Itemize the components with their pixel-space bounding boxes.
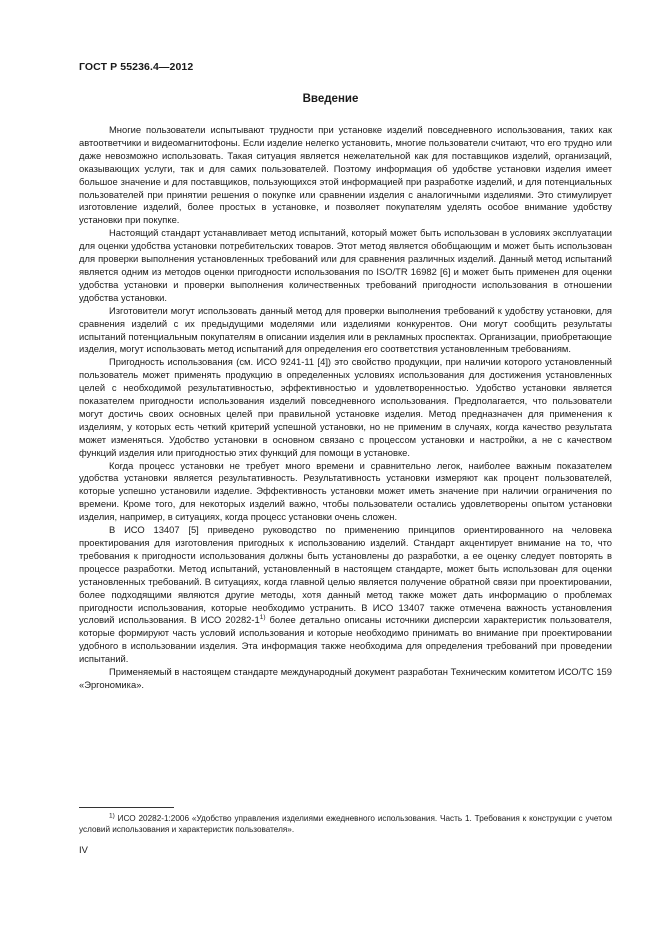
paragraph-6-text: В ИСО 13407 [5] приведено руководство по применению принципов ориентированного на человека проектирования для изготовления пригодных к использованию изделий. Стандарт акцентирует внимание на то, что требования к пригодности использования должны быть установлены до разработки, а ее оценку следует повторять в процессе разработки. Метод испытаний, установленный в настоящем стандарте, может быть использован для оценки установленных требований. В ситуациях, когда главной целью является получение обратной связи при проектировании, более подходящими являются другие методы, хотя данный метод также может дать информацию о проблемах пригодности использования, которые необходимо устранить. В ИСО 13407 также отмечена важность установления условий использования. В ИСО 20282-1 — [79, 524, 612, 626]
paragraph-7: Применяемый в настоящем стандарте международный документ разработан Техническим комитетом ИСО/ТС 159 «Эргономика». — [79, 666, 612, 690]
footnote — [79, 813, 612, 836]
paragraph-2: Настоящий стандарт устанавливает метод испытаний, который может быть использован в условиях эксплуатации для оценки удобства установки потребительских товаров. Этот метод является обобщающим и может быть использован для проверки выполнения установленных требований или для сравнения различных изделий. Данный метод испытаний является одним из методов оценки пригодности использования по ISO/TR 16982 [6] и может быть применен для оценки удобства установки и проверки выполнения количественных требований пригодности использования в отношении удобства установки. — [79, 227, 612, 303]
footnote-marker: 1) — [109, 812, 115, 820]
footnote-text: ИСО 20282-1:2006 «Удобство управления изделиями ежедневного использования. Часть 1. Требования к конструкции с учетом условий использования и характеристик пользователя». — [79, 814, 612, 835]
paragraph-6-tail: более детально описаны источники дисперсии характеристик пользователя, которые формируют часть условий использования и которые необходимо принимать во внимание при проектировании удобного в использовании изделия. Эта информация также необходима для определения требований при проведении испытаний. — [79, 614, 613, 665]
paragraph-4: Пригодность использования (см. ИСО 9241-11 [4]) это свойство продукции, при наличии которого установленный пользователь может применять продукцию в определенных условиях использования для достижения установленных целей с необходимой результативностью, эффективностью и удовлетворенностью. Удобство установки является показателем пригодности использования изделий повседневного использования. Предполагается, что пользователи могут достичь своих основных целей при правильной установке изделия. Метод предназначен для применения к изделиям, у которых есть четкий критерий успешной установки, но не применим в случаях, когда качество результата может изменяться. Удобство установки в основном связано с процессом установки и настройки, а не с качеством функций изделия или пригодностью этих функций для помощи в установке. — [79, 356, 612, 458]
footnote-reference: 1) — [259, 614, 266, 622]
footnote-separator — [79, 807, 174, 808]
paragraph-3: Изготовители могут использовать данный метод для проверки выполнения требований к удобству установки, для сравнения изделий с их предыдущими моделями или изделиями конкурентов. Они могут сообщить результаты испытаний потенциальным покупателям в описании изделия или в рекламных проспектах. Организации, приобретающие изделия, могут использовать метод испытаний для определения его соответствия установленным требованиям. — [79, 304, 612, 355]
paragraph-6 — [79, 524, 612, 666]
paragraph-5: Когда процесс установки не требует много времени и сравнительно легок, наиболее важным показателем удобства установки является результативность. Результативность установки измеряют как процент пользователей, которые успешно установили изделие. Эффективность установки может иметь значение при наличии ограничения по времени. Кроме того, для некоторых изделий важно, чтобы пользователи остались удовлетворены опытом установки изделия, например, в ситуациях, когда процесс установки очень сложен. — [79, 459, 612, 523]
body-text — [79, 124, 612, 692]
document-header: ГОСТ Р 55236.4—2012 — [79, 61, 194, 73]
section-title: Введение — [302, 93, 359, 105]
page-number: IV — [79, 844, 88, 855]
paragraph-1: Многие пользователи испытывают трудности при установке изделий повседневного использования, таких как автоответчики и видеомагнитофоны. Если изделие нелегко установить, многие пользователи считают, что его трудно или даже невозможно использовать. Такая ситуация является нежелательной как для поставщиков изделий, организаций, оказывающих услуги, так и для самих пользователей. Поэтому информация об удобстве установки изделия имеет большое значение и для поставщиков, пользующихся этой информацией при разработке изделий, и для потенциальных пользователей при принятии решения о покупке или сравнении изделия с аналогичными изделиями. Это стимулирует изготовление изделий, более простых в установке, и позволяет покупателям уделять особое внимание удобству установки при покупке. — [79, 124, 612, 226]
